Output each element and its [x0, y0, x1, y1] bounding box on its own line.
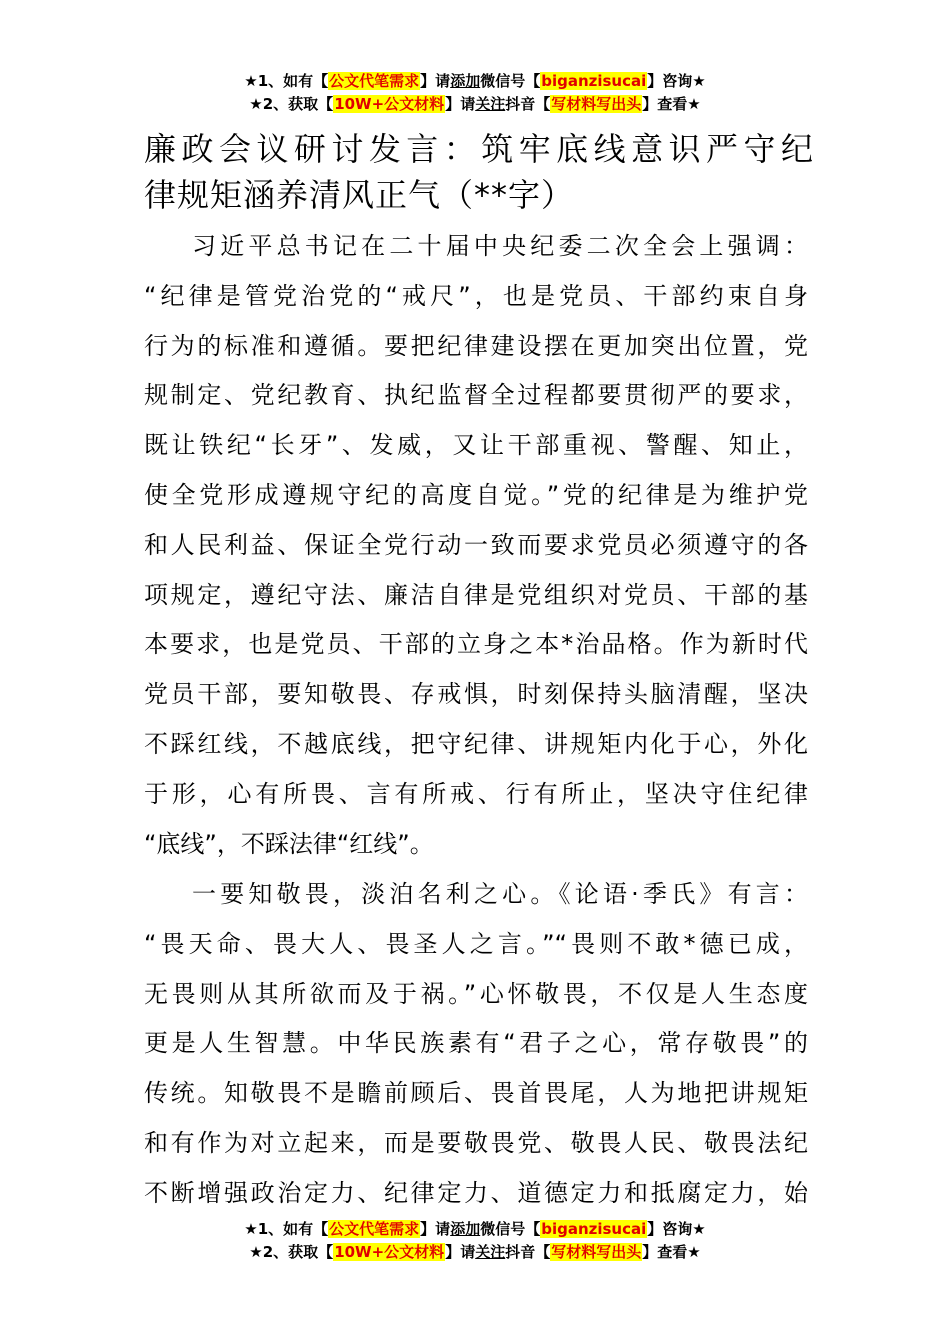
text-line: 党员干部，要知敬畏、存戒惧，时刻保持头脑清醒，坚决	[144, 680, 808, 709]
banner-line-1: ★1、如有【公文代笔需求】请添加微信号【biganzisucai】咨询★	[244, 72, 706, 90]
title-line-1: 廉政会议研讨发言：筑牢底线意识严守纪	[144, 130, 814, 168]
text-line: 于形，心有所畏、言有所戒、行有所止，坚决守住纪律	[144, 779, 808, 808]
text-line: 项规定，遵纪守法、廉洁自律是党组织对党员、干部的基	[144, 580, 808, 609]
banner-highlight: 10W+公文材料	[334, 95, 445, 113]
text-line: 规制定、党纪教育、执纪监督全过程都要贯彻严的要求，	[144, 381, 808, 410]
banner-highlight: 写材料写出头	[551, 1243, 642, 1261]
text-line: 既让铁纪“长牙”、发威，又让干部重视、警醒、知止，	[144, 431, 808, 460]
text-line: 和有作为对立起来，而是要敬畏党、敬畏人民、敬畏法纪	[144, 1128, 808, 1157]
banner-line-2: ★2、获取【10W+公文材料】请关注抖音【写材料写出头】查看★	[249, 95, 701, 113]
text-line: “畏天命、畏大人、畏圣人之言。”“畏则不敢*德已成，	[144, 929, 808, 958]
banner-highlight: 写材料写出头	[551, 95, 642, 113]
text-line: 无畏则从其所欲而及于祸。”心怀敬畏，不仅是人生态度	[144, 979, 808, 1008]
paragraph-2	[144, 870, 808, 1219]
banner-highlight: 10W+公文材料	[334, 1243, 445, 1261]
text-line: 不踩红线，不越底线，把守纪律、讲规矩内化于心，外化	[144, 729, 808, 758]
document-title	[144, 126, 814, 218]
banner-line-1: ★1、如有【公文代笔需求】请添加微信号【biganzisucai】咨询★	[244, 1220, 706, 1238]
banner-highlight: 公文代笔需求	[329, 72, 420, 90]
header-banner	[0, 70, 950, 116]
text-line: 和人民利益、保证全党行动一致而要求党员必须遵守的各	[144, 530, 808, 559]
banner-highlight: biganzisucai	[541, 72, 647, 90]
banner-highlight: biganzisucai	[541, 1220, 647, 1238]
text-line: 更是人生智慧。中华民族素有“君子之心，常存敬畏”的	[144, 1029, 808, 1058]
banner-line-2: ★2、获取【10W+公文材料】请关注抖音【写材料写出头】查看★	[249, 1243, 701, 1261]
banner-highlight: 公文代笔需求	[329, 1220, 420, 1238]
text-line: “底线”，不踩法律“红线”。	[144, 829, 434, 858]
text-line: 使全党形成遵规守纪的高度自觉。”党的纪律是为维护党	[144, 480, 808, 509]
text-line: “纪律是管党治党的“戒尺”，也是党员、干部约束自身	[144, 281, 808, 310]
text-line: 不断增强政治定力、纪律定力、道德定力和抵腐定力，始	[144, 1178, 808, 1207]
text-line: 行为的标准和遵循。要把纪律建设摆在更加突出位置，党	[144, 331, 808, 360]
title-line-2: 律规矩涵养清风正气（**字）	[144, 176, 575, 214]
text-line: 本要求，也是党员、干部的立身之本*治品格。作为新时代	[144, 630, 808, 659]
footer-banner	[0, 1218, 950, 1264]
text-line: 一要知敬畏，淡泊名利之心。《论语·季氏》有言：	[192, 880, 808, 908]
text-line: 习近平总书记在二十届中央纪委二次全会上强调：	[192, 232, 808, 260]
paragraph-1	[144, 222, 808, 869]
text-line: 传统。知敬畏不是瞻前顾后、畏首畏尾，人为地把讲规矩	[144, 1079, 808, 1108]
